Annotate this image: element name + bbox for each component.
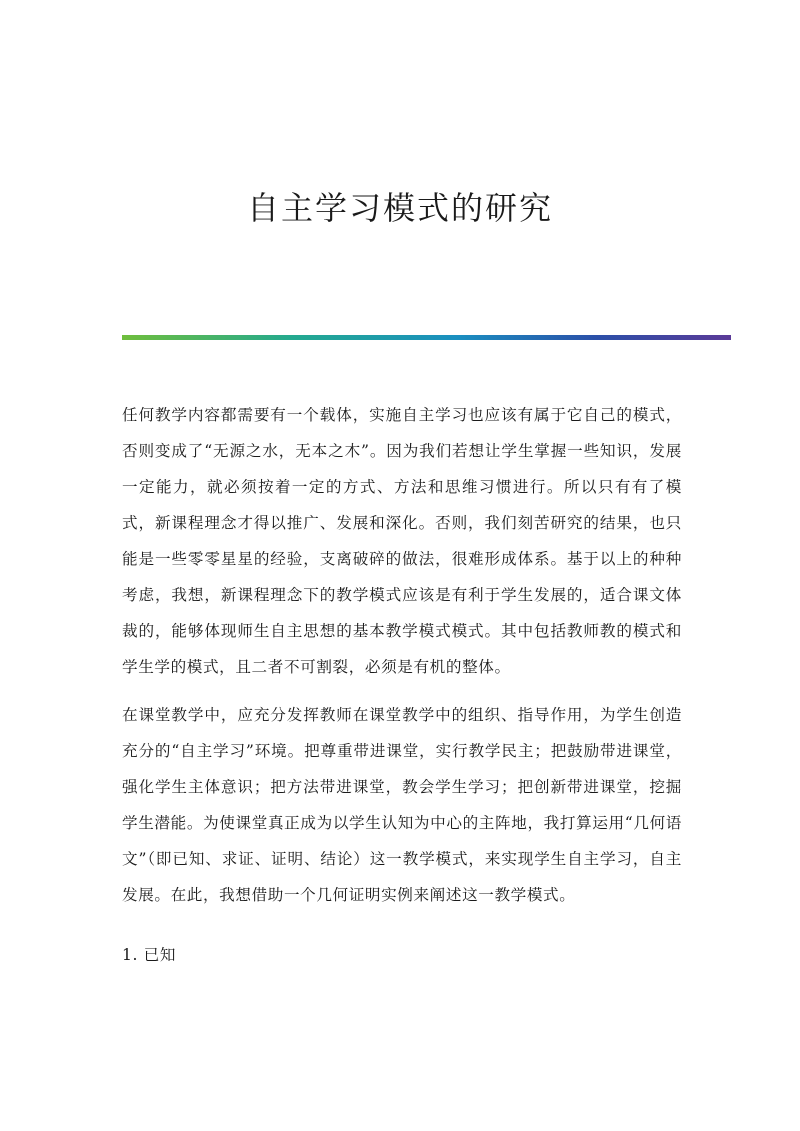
paragraph-2: 在课堂教学中，应充分发挥教师在课堂教学中的组织、指导作用，为学生创造充分的“自主学习”环境。把尊重带进课堂，实行教学民主；把鼓励带进课堂，强化学生主体意识；把方法带进课堂，教会学生学习；把创新带进课堂，挖掘学生潜能。为使课堂真正成为以学生认知为中心的主阵地，我打算运用“几何语文”（即已知、求证、证明、结论）这一教学模式，来实现学生自主学习，自主发展。在此，我想借助一个几何证明实例来阐述这一教学模式。	[122, 706, 682, 904]
document-body	[122, 397, 682, 973]
section-heading-1: 1. 已知	[122, 946, 177, 964]
document-title: 自主学习模式的研究	[246, 189, 553, 227]
title-divider	[122, 335, 731, 340]
paragraph-1: 任何教学内容都需要有一个载体，实施自主学习也应该有属于它自己的模式，否则变成了“无源之水，无本之木”。因为我们若想让学生掌握一些知识，发展一定能力，就必须按着一定的方式、方法和思维习惯进行。所以只有有了模式，新课程理念才得以推广、发展和深化。否则，我们刻苦研究的结果，也只能是一些零零星星的经验，支离破碎的做法，很难形成体系。基于以上的种种考虑，我想，新课程理念下的教学模式应该是有利于学生发展的，适合课文体裁的，能够体现师生自主思想的基本教学模式模式。其中包括教师教的模式和学生学的模式，且二者不可割裂，必须是有机的整体。	[122, 406, 682, 676]
